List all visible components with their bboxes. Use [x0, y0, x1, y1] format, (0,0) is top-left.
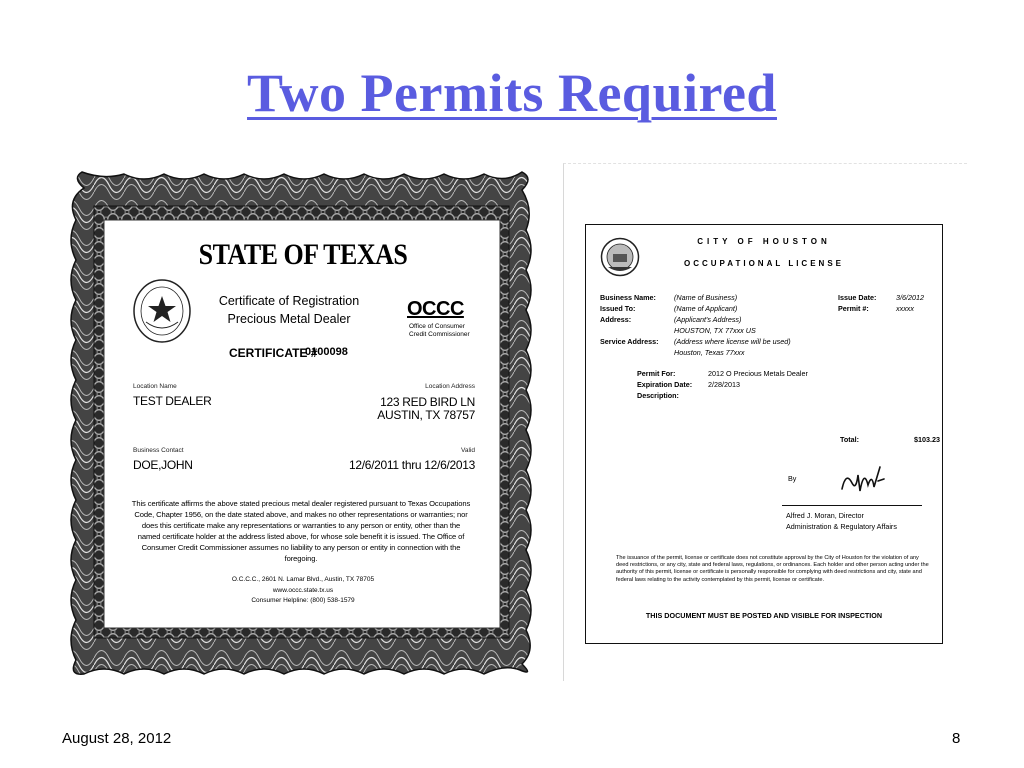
certificate-subtitle-line2: Precious Metal Dealer — [227, 312, 351, 326]
permit-for: 2012 O Precious Metals Dealer — [708, 369, 808, 378]
certificate-state-title: STATE OF TEXAS — [198, 237, 408, 272]
address-label: Address: — [600, 315, 632, 324]
certificate-subtitle-line1: Certificate of Registration — [218, 294, 360, 308]
page-number: 8 — [952, 730, 961, 747]
location-name: TEST DEALER — [133, 394, 212, 408]
total-amount: $103.23 — [914, 435, 940, 444]
signer-name: Alfred J. Moran, Director — [786, 511, 864, 520]
business-name-label: Business Name: — [600, 293, 656, 302]
issued-to-label: Issued To: — [600, 304, 636, 313]
certificate-number-label: CERTIFICATE # — [229, 346, 318, 360]
texas-certificate — [64, 170, 539, 678]
valid-dates: 12/6/2011 thru 12/6/2013 — [348, 458, 475, 472]
certificate-footer-address: O.C.C.C., 2601 N. Lamar Blvd., Austin, TX 78705 — [231, 576, 375, 583]
certificate-footer-website: www.occc.state.tx.us — [272, 587, 334, 594]
address-line2: HOUSTON, TX 77xxx US — [674, 326, 756, 335]
certificate-number: 0100098 — [305, 346, 348, 358]
description-label: Description: — [637, 391, 679, 400]
issue-date: 3/6/2012 — [896, 293, 924, 302]
business-name: (Name of Business) — [674, 293, 738, 302]
location-address-line1: 123 RED BIRD LN — [380, 395, 475, 409]
expiration-date-label: Expiration Date: — [637, 380, 693, 389]
license-type-header: OCCUPATIONAL LICENSE — [683, 259, 844, 268]
permit-for-label: Permit For: — [637, 369, 676, 378]
by-label: By — [788, 474, 797, 483]
location-name-label: Location Name — [133, 383, 177, 390]
business-contact-label: Business Contact — [133, 447, 184, 454]
signer-title: Administration & Regulatory Affairs — [786, 522, 897, 531]
certificate-body — [109, 228, 497, 618]
valid-label: Valid — [461, 447, 475, 454]
occc-logo-subtext: Office of Consumer Credit Commissioner — [409, 323, 470, 338]
license-disclaimer: The issuance of the permit, license or certificate does not constitute approval by the City of Houston for the violation of any deed restrictions, or any city, state and federal laws, regulations, or ordinances. Each holder and other person acting under the authority of this permit, license or certificate is personally responsible for complying with deed restrictions and city, state and federal laws relating to the activity contemplated by this permit, license or certificate. — [616, 555, 929, 583]
expiration-date: 2/28/2013 — [708, 380, 740, 389]
address-line1: (Applicant's Address) — [674, 315, 742, 324]
posting-notice: THIS DOCUMENT MUST BE POSTED AND VISIBLE FOR INSPECTION — [645, 611, 883, 620]
service-address-label: Service Address: — [600, 337, 659, 346]
slide-title: Two Permits Required — [247, 63, 777, 123]
director-signature-icon — [838, 461, 888, 499]
permit-number-label: Permit #: — [838, 304, 869, 313]
permit-number: xxxxx — [896, 304, 914, 313]
license-city-header: CITY OF HOUSTON — [697, 237, 831, 246]
texas-state-seal-icon — [132, 278, 192, 344]
certificate-body-text: This certificate affirms the above stated precious metal dealer registered pursuant to Texas Occupations Code, Chapter 1956, on the date stated above, and makes no other representations or warranties; nor does this certificate make any representations or warranties to any person or entity, other than the named certificate holder at the address listed above, for whose sole benefit it is issued. The Office of Consumer Credit Commissioner assumes no liability to any person or entity in connection with the foregoing. — [131, 499, 471, 563]
service-address-line2: Houston, Texas 77xxx — [674, 348, 745, 357]
location-address-label: Location Address — [425, 383, 475, 390]
business-contact: DOE,JOHN — [133, 458, 193, 472]
houston-license — [585, 224, 943, 644]
total-label: Total: — [840, 435, 860, 444]
footer-date: August 28, 2012 — [62, 730, 172, 747]
issue-date-label: Issue Date: — [838, 293, 877, 302]
occc-logo: OCCC — [407, 298, 464, 320]
issued-to: (Name of Applicant) — [674, 304, 738, 313]
certificate-footer-helpline: Consumer Helpline: (800) 538-1579 — [251, 597, 355, 604]
signature-line — [782, 505, 922, 506]
location-address-line2: AUSTIN, TX 78757 — [377, 408, 475, 422]
service-address-line1: (Address where license will be used) — [674, 337, 791, 346]
